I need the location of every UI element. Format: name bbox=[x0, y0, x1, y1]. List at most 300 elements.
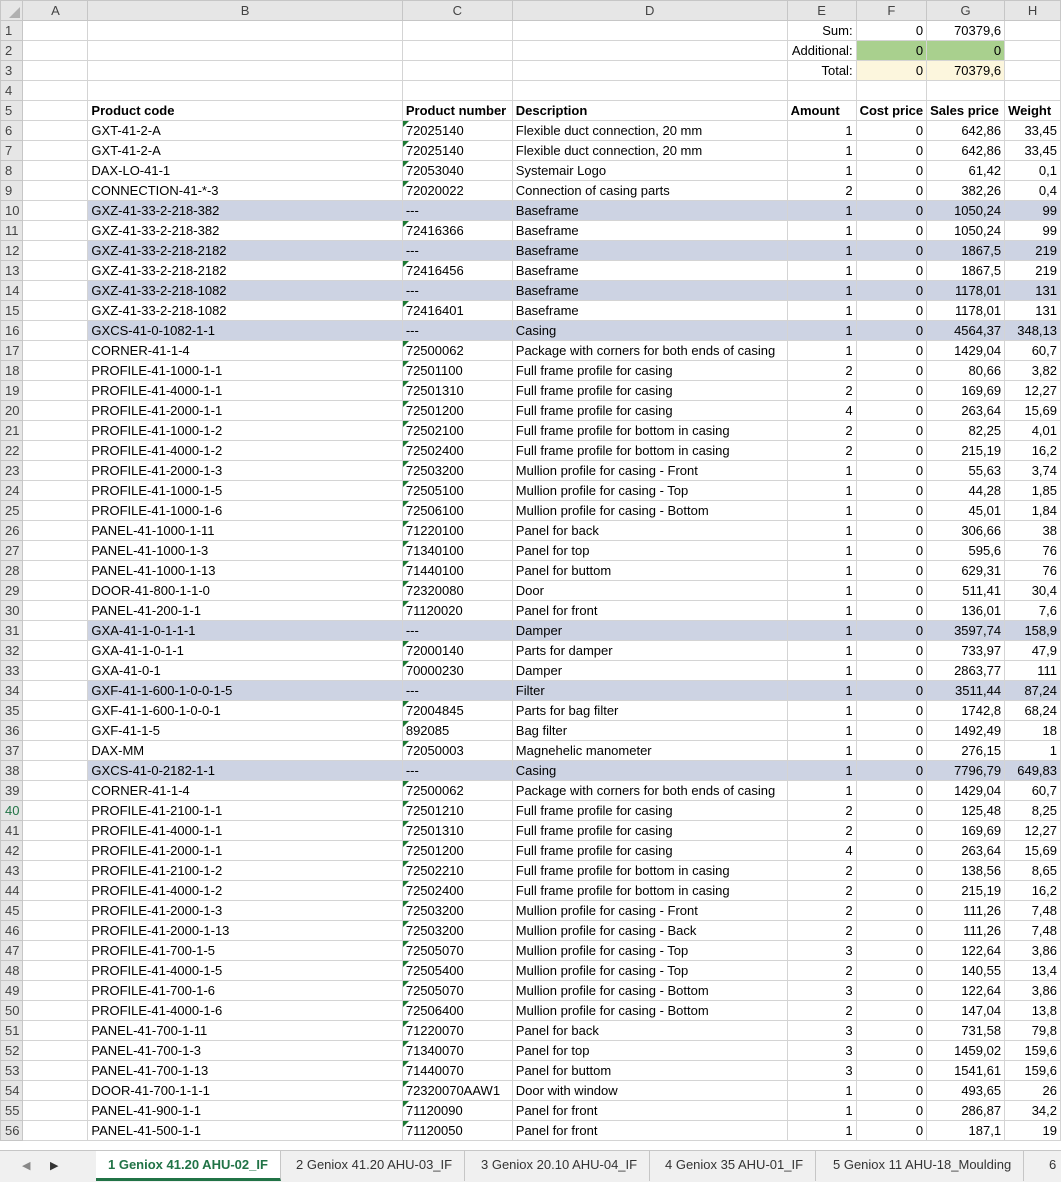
cell[interactable] bbox=[88, 21, 402, 41]
product-code-cell[interactable]: GXCS-41-0-2182-1-1 bbox=[88, 761, 402, 781]
description-cell[interactable]: Baseframe bbox=[512, 301, 787, 321]
row-header[interactable]: 56 bbox=[1, 1121, 23, 1141]
cost-price-cell[interactable]: 0 bbox=[856, 921, 927, 941]
product-code-cell[interactable]: PROFILE-41-2000-1-1 bbox=[88, 401, 402, 421]
description-cell[interactable]: Door with window bbox=[512, 1081, 787, 1101]
amount-cell[interactable]: 1 bbox=[787, 541, 856, 561]
product-code-cell[interactable]: DOOR-41-800-1-1-0 bbox=[88, 581, 402, 601]
sales-price-cell[interactable]: 111,26 bbox=[927, 901, 1005, 921]
sales-price-cell[interactable]: 1178,01 bbox=[927, 301, 1005, 321]
row-header[interactable]: 23 bbox=[1, 461, 23, 481]
sales-price-cell[interactable]: 382,26 bbox=[927, 181, 1005, 201]
row-header[interactable]: 32 bbox=[1, 641, 23, 661]
row-header[interactable]: 3 bbox=[1, 61, 23, 81]
description-cell[interactable]: Mullion profile for casing - Front bbox=[512, 901, 787, 921]
row-header[interactable]: 21 bbox=[1, 421, 23, 441]
product-number-cell[interactable]: 892085 bbox=[402, 721, 512, 741]
product-number-cell[interactable]: 72503200 bbox=[402, 901, 512, 921]
product-code-cell[interactable]: DAX-LO-41-1 bbox=[88, 161, 402, 181]
cost-price-cell[interactable]: 0 bbox=[856, 341, 927, 361]
product-code-cell[interactable]: GXZ-41-33-2-218-382 bbox=[88, 201, 402, 221]
description-cell[interactable]: Panel for buttom bbox=[512, 561, 787, 581]
row-header[interactable]: 10 bbox=[1, 201, 23, 221]
product-number-cell[interactable]: 72501200 bbox=[402, 841, 512, 861]
description-cell[interactable]: Panel for back bbox=[512, 1021, 787, 1041]
cell[interactable] bbox=[23, 341, 88, 361]
amount-cell[interactable]: 1 bbox=[787, 141, 856, 161]
product-code-cell[interactable]: PROFILE-41-700-1-5 bbox=[88, 941, 402, 961]
product-number-cell[interactable]: 72501310 bbox=[402, 381, 512, 401]
sales-price-cell[interactable]: 1541,61 bbox=[927, 1061, 1005, 1081]
amount-cell[interactable]: 1 bbox=[787, 701, 856, 721]
weight-cell[interactable]: 18 bbox=[1005, 721, 1061, 741]
row-header[interactable]: 53 bbox=[1, 1061, 23, 1081]
row-header[interactable]: 46 bbox=[1, 921, 23, 941]
description-cell[interactable]: Panel for front bbox=[512, 1101, 787, 1121]
row-header[interactable]: 34 bbox=[1, 681, 23, 701]
sheet-tab-3[interactable]: 3 Geniox 20.10 AHU-04_IF bbox=[469, 1151, 650, 1181]
weight-cell[interactable]: 47,9 bbox=[1005, 641, 1061, 661]
sales-price-cell[interactable]: 306,66 bbox=[927, 521, 1005, 541]
weight-cell[interactable]: 8,25 bbox=[1005, 801, 1061, 821]
row-header[interactable]: 31 bbox=[1, 621, 23, 641]
row-header[interactable]: 17 bbox=[1, 341, 23, 361]
amount-cell[interactable]: 1 bbox=[787, 481, 856, 501]
description-cell[interactable]: Full frame profile for bottom in casing bbox=[512, 421, 787, 441]
cell[interactable] bbox=[402, 21, 512, 41]
cell[interactable] bbox=[23, 681, 88, 701]
amount-cell[interactable]: 2 bbox=[787, 921, 856, 941]
weight-cell[interactable]: 159,6 bbox=[1005, 1061, 1061, 1081]
cost-price-cell[interactable]: 0 bbox=[856, 1001, 927, 1021]
header-weight[interactable]: Weight bbox=[1005, 101, 1061, 121]
column-header-d[interactable]: D bbox=[512, 1, 787, 21]
description-cell[interactable]: Panel for top bbox=[512, 1041, 787, 1061]
product-number-cell[interactable]: 72320070AAW1 bbox=[402, 1081, 512, 1101]
cost-price-cell[interactable]: 0 bbox=[856, 321, 927, 341]
amount-cell[interactable]: 1 bbox=[787, 601, 856, 621]
total-cost-value[interactable]: 0 bbox=[856, 61, 927, 81]
amount-cell[interactable]: 1 bbox=[787, 521, 856, 541]
sales-price-cell[interactable]: 511,41 bbox=[927, 581, 1005, 601]
cell[interactable] bbox=[23, 241, 88, 261]
cell[interactable] bbox=[402, 41, 512, 61]
column-header-f[interactable]: F bbox=[856, 1, 927, 21]
cost-price-cell[interactable]: 0 bbox=[856, 561, 927, 581]
description-cell[interactable]: Package with corners for both ends of casing bbox=[512, 341, 787, 361]
weight-cell[interactable]: 15,69 bbox=[1005, 841, 1061, 861]
total-label[interactable]: Total: bbox=[787, 61, 856, 81]
cell[interactable] bbox=[23, 221, 88, 241]
cell[interactable] bbox=[23, 461, 88, 481]
product-number-cell[interactable]: 72502100 bbox=[402, 421, 512, 441]
product-code-cell[interactable]: PROFILE-41-1000-1-6 bbox=[88, 501, 402, 521]
product-code-cell[interactable]: PROFILE-41-1000-1-2 bbox=[88, 421, 402, 441]
row-header[interactable]: 52 bbox=[1, 1041, 23, 1061]
product-number-cell[interactable]: 71440070 bbox=[402, 1061, 512, 1081]
cost-price-cell[interactable]: 0 bbox=[856, 361, 927, 381]
cost-price-cell[interactable]: 0 bbox=[856, 761, 927, 781]
cell[interactable] bbox=[23, 1061, 88, 1081]
column-header-e[interactable]: E bbox=[787, 1, 856, 21]
cell[interactable] bbox=[23, 301, 88, 321]
weight-cell[interactable]: 99 bbox=[1005, 201, 1061, 221]
product-code-cell[interactable]: GXF-41-1-600-1-0-0-1 bbox=[88, 701, 402, 721]
sales-price-cell[interactable]: 1050,24 bbox=[927, 221, 1005, 241]
product-number-cell[interactable]: 72502210 bbox=[402, 861, 512, 881]
cost-price-cell[interactable]: 0 bbox=[856, 1081, 927, 1101]
row-header[interactable]: 15 bbox=[1, 301, 23, 321]
product-code-cell[interactable]: PROFILE-41-2100-1-2 bbox=[88, 861, 402, 881]
row-header[interactable]: 22 bbox=[1, 441, 23, 461]
product-code-cell[interactable]: CONNECTION-41-*-3 bbox=[88, 181, 402, 201]
sales-price-cell[interactable]: 1178,01 bbox=[927, 281, 1005, 301]
cost-price-cell[interactable]: 0 bbox=[856, 441, 927, 461]
amount-cell[interactable]: 1 bbox=[787, 301, 856, 321]
description-cell[interactable]: Mullion profile for casing - Top bbox=[512, 961, 787, 981]
product-number-cell[interactable]: 72416366 bbox=[402, 221, 512, 241]
cell[interactable] bbox=[927, 81, 1005, 101]
product-number-cell[interactable]: 71220100 bbox=[402, 521, 512, 541]
product-number-cell[interactable]: 72505400 bbox=[402, 961, 512, 981]
weight-cell[interactable]: 158,9 bbox=[1005, 621, 1061, 641]
amount-cell[interactable]: 3 bbox=[787, 1021, 856, 1041]
description-cell[interactable]: Door bbox=[512, 581, 787, 601]
cost-price-cell[interactable]: 0 bbox=[856, 881, 927, 901]
cost-price-cell[interactable]: 0 bbox=[856, 601, 927, 621]
row-header[interactable]: 36 bbox=[1, 721, 23, 741]
sales-price-cell[interactable]: 1429,04 bbox=[927, 341, 1005, 361]
product-code-cell[interactable]: GXCS-41-0-1082-1-1 bbox=[88, 321, 402, 341]
weight-cell[interactable]: 3,86 bbox=[1005, 941, 1061, 961]
amount-cell[interactable]: 1 bbox=[787, 1101, 856, 1121]
product-number-cell[interactable]: 71440100 bbox=[402, 561, 512, 581]
cell[interactable] bbox=[23, 281, 88, 301]
product-code-cell[interactable]: PANEL-41-900-1-1 bbox=[88, 1101, 402, 1121]
row-header[interactable]: 26 bbox=[1, 521, 23, 541]
sales-price-cell[interactable]: 169,69 bbox=[927, 381, 1005, 401]
amount-cell[interactable]: 3 bbox=[787, 1041, 856, 1061]
amount-cell[interactable]: 2 bbox=[787, 881, 856, 901]
cell[interactable] bbox=[23, 81, 88, 101]
product-number-cell[interactable]: --- bbox=[402, 321, 512, 341]
amount-cell[interactable]: 1 bbox=[787, 721, 856, 741]
description-cell[interactable]: Full frame profile for bottom in casing bbox=[512, 861, 787, 881]
sales-price-cell[interactable]: 187,1 bbox=[927, 1121, 1005, 1141]
product-number-cell[interactable]: 72505070 bbox=[402, 941, 512, 961]
product-number-cell[interactable]: 71220070 bbox=[402, 1021, 512, 1041]
weight-cell[interactable]: 219 bbox=[1005, 261, 1061, 281]
sales-price-cell[interactable]: 1492,49 bbox=[927, 721, 1005, 741]
sales-price-cell[interactable]: 1429,04 bbox=[927, 781, 1005, 801]
cost-price-cell[interactable]: 0 bbox=[856, 981, 927, 1001]
cell[interactable] bbox=[787, 81, 856, 101]
weight-cell[interactable]: 219 bbox=[1005, 241, 1061, 261]
product-code-cell[interactable]: GXA-41-1-0-1-1-1 bbox=[88, 621, 402, 641]
product-number-cell[interactable]: --- bbox=[402, 681, 512, 701]
amount-cell[interactable]: 1 bbox=[787, 261, 856, 281]
amount-cell[interactable]: 2 bbox=[787, 821, 856, 841]
product-code-cell[interactable]: PANEL-41-1000-1-13 bbox=[88, 561, 402, 581]
cost-price-cell[interactable]: 0 bbox=[856, 301, 927, 321]
sheet-tab-1[interactable]: 1 Geniox 41.20 AHU-02_IF bbox=[96, 1151, 281, 1181]
column-header-h[interactable]: H bbox=[1005, 1, 1061, 21]
product-number-cell[interactable]: --- bbox=[402, 241, 512, 261]
cell[interactable] bbox=[23, 261, 88, 281]
cell[interactable] bbox=[23, 861, 88, 881]
product-number-cell[interactable]: 72505070 bbox=[402, 981, 512, 1001]
product-number-cell[interactable]: 72053040 bbox=[402, 161, 512, 181]
product-code-cell[interactable]: GXZ-41-33-2-218-2182 bbox=[88, 261, 402, 281]
row-header[interactable]: 9 bbox=[1, 181, 23, 201]
cell[interactable] bbox=[23, 201, 88, 221]
cell[interactable] bbox=[23, 21, 88, 41]
description-cell[interactable]: Mullion profile for casing - Bottom bbox=[512, 501, 787, 521]
amount-cell[interactable]: 2 bbox=[787, 181, 856, 201]
cost-price-cell[interactable]: 0 bbox=[856, 941, 927, 961]
cost-price-cell[interactable]: 0 bbox=[856, 401, 927, 421]
sales-price-cell[interactable]: 276,15 bbox=[927, 741, 1005, 761]
product-number-cell[interactable]: --- bbox=[402, 761, 512, 781]
row-header[interactable]: 42 bbox=[1, 841, 23, 861]
cost-price-cell[interactable]: 0 bbox=[856, 221, 927, 241]
amount-cell[interactable]: 1 bbox=[787, 461, 856, 481]
product-number-cell[interactable]: 72000140 bbox=[402, 641, 512, 661]
cell[interactable] bbox=[23, 521, 88, 541]
sales-price-cell[interactable]: 147,04 bbox=[927, 1001, 1005, 1021]
cell[interactable] bbox=[23, 721, 88, 741]
sales-price-cell[interactable]: 733,97 bbox=[927, 641, 1005, 661]
product-number-cell[interactable]: 72004845 bbox=[402, 701, 512, 721]
cell[interactable] bbox=[23, 641, 88, 661]
product-code-cell[interactable]: CORNER-41-1-4 bbox=[88, 781, 402, 801]
product-code-cell[interactable]: PROFILE-41-2000-1-3 bbox=[88, 461, 402, 481]
cell[interactable] bbox=[23, 161, 88, 181]
cost-price-cell[interactable]: 0 bbox=[856, 381, 927, 401]
cell[interactable] bbox=[23, 441, 88, 461]
weight-cell[interactable]: 79,8 bbox=[1005, 1021, 1061, 1041]
sales-price-cell[interactable]: 111,26 bbox=[927, 921, 1005, 941]
row-header[interactable]: 14 bbox=[1, 281, 23, 301]
weight-cell[interactable]: 131 bbox=[1005, 301, 1061, 321]
scroll-tabs-right-icon[interactable]: ▶ bbox=[50, 1160, 59, 1172]
sales-price-cell[interactable]: 4564,37 bbox=[927, 321, 1005, 341]
product-code-cell[interactable]: GXA-41-1-0-1-1 bbox=[88, 641, 402, 661]
product-number-cell[interactable]: 72025140 bbox=[402, 121, 512, 141]
cell[interactable] bbox=[856, 81, 927, 101]
amount-cell[interactable]: 1 bbox=[787, 201, 856, 221]
description-cell[interactable]: Full frame profile for casing bbox=[512, 801, 787, 821]
amount-cell[interactable]: 2 bbox=[787, 801, 856, 821]
row-header[interactable]: 12 bbox=[1, 241, 23, 261]
description-cell[interactable]: Parts for bag filter bbox=[512, 701, 787, 721]
cost-price-cell[interactable]: 0 bbox=[856, 741, 927, 761]
product-code-cell[interactable]: PANEL-41-1000-1-3 bbox=[88, 541, 402, 561]
product-code-cell[interactable]: GXF-41-1-5 bbox=[88, 721, 402, 741]
product-code-cell[interactable]: PANEL-41-200-1-1 bbox=[88, 601, 402, 621]
sales-price-cell[interactable]: 82,25 bbox=[927, 421, 1005, 441]
product-code-cell[interactable]: PANEL-41-700-1-3 bbox=[88, 1041, 402, 1061]
row-header[interactable]: 55 bbox=[1, 1101, 23, 1121]
product-code-cell[interactable]: GXT-41-2-A bbox=[88, 121, 402, 141]
cell[interactable] bbox=[23, 601, 88, 621]
cell[interactable] bbox=[512, 81, 787, 101]
product-code-cell[interactable]: DOOR-41-700-1-1-1 bbox=[88, 1081, 402, 1101]
cell[interactable] bbox=[23, 581, 88, 601]
column-header-a[interactable]: A bbox=[23, 1, 88, 21]
product-code-cell[interactable]: PANEL-41-700-1-13 bbox=[88, 1061, 402, 1081]
cell[interactable] bbox=[23, 1081, 88, 1101]
weight-cell[interactable]: 33,45 bbox=[1005, 121, 1061, 141]
weight-cell[interactable]: 1 bbox=[1005, 741, 1061, 761]
description-cell[interactable]: Panel for front bbox=[512, 601, 787, 621]
sales-price-cell[interactable]: 1050,24 bbox=[927, 201, 1005, 221]
row-header[interactable]: 30 bbox=[1, 601, 23, 621]
product-code-cell[interactable]: PROFILE-41-4000-1-2 bbox=[88, 441, 402, 461]
weight-cell[interactable]: 7,48 bbox=[1005, 921, 1061, 941]
amount-cell[interactable]: 1 bbox=[787, 561, 856, 581]
product-number-cell[interactable]: 72506400 bbox=[402, 1001, 512, 1021]
description-cell[interactable]: Baseframe bbox=[512, 261, 787, 281]
cost-price-cell[interactable]: 0 bbox=[856, 861, 927, 881]
product-number-cell[interactable]: 71120050 bbox=[402, 1121, 512, 1141]
column-header-g[interactable]: G bbox=[927, 1, 1005, 21]
product-number-cell[interactable]: 72506100 bbox=[402, 501, 512, 521]
description-cell[interactable]: Full frame profile for casing bbox=[512, 841, 787, 861]
row-header[interactable]: 37 bbox=[1, 741, 23, 761]
cell[interactable] bbox=[23, 401, 88, 421]
cost-price-cell[interactable]: 0 bbox=[856, 141, 927, 161]
cost-price-cell[interactable]: 0 bbox=[856, 681, 927, 701]
row-header[interactable]: 45 bbox=[1, 901, 23, 921]
sales-price-cell[interactable]: 61,42 bbox=[927, 161, 1005, 181]
product-code-cell[interactable]: PROFILE-41-4000-1-2 bbox=[88, 881, 402, 901]
description-cell[interactable]: Baseframe bbox=[512, 221, 787, 241]
amount-cell[interactable]: 2 bbox=[787, 901, 856, 921]
amount-cell[interactable]: 1 bbox=[787, 641, 856, 661]
description-cell[interactable]: Connection of casing parts bbox=[512, 181, 787, 201]
product-number-cell[interactable]: 72502400 bbox=[402, 881, 512, 901]
sales-price-cell[interactable]: 215,19 bbox=[927, 881, 1005, 901]
weight-cell[interactable]: 111 bbox=[1005, 661, 1061, 681]
cost-price-cell[interactable]: 0 bbox=[856, 581, 927, 601]
product-number-cell[interactable]: 72505100 bbox=[402, 481, 512, 501]
row-header[interactable]: 6 bbox=[1, 121, 23, 141]
row-header[interactable]: 8 bbox=[1, 161, 23, 181]
cost-price-cell[interactable]: 0 bbox=[856, 541, 927, 561]
cost-price-cell[interactable]: 0 bbox=[856, 521, 927, 541]
weight-cell[interactable]: 12,27 bbox=[1005, 381, 1061, 401]
description-cell[interactable]: Baseframe bbox=[512, 201, 787, 221]
cell[interactable] bbox=[23, 981, 88, 1001]
sum-sales-value[interactable]: 70379,6 bbox=[927, 21, 1005, 41]
row-header[interactable]: 16 bbox=[1, 321, 23, 341]
sales-price-cell[interactable]: 629,31 bbox=[927, 561, 1005, 581]
sales-price-cell[interactable]: 7796,79 bbox=[927, 761, 1005, 781]
cell[interactable] bbox=[23, 541, 88, 561]
cell[interactable] bbox=[23, 821, 88, 841]
sales-price-cell[interactable]: 125,48 bbox=[927, 801, 1005, 821]
description-cell[interactable]: Full frame profile for casing bbox=[512, 381, 787, 401]
product-number-cell[interactable]: 72416401 bbox=[402, 301, 512, 321]
description-cell[interactable]: Bag filter bbox=[512, 721, 787, 741]
description-cell[interactable]: Systemair Logo bbox=[512, 161, 787, 181]
amount-cell[interactable]: 1 bbox=[787, 1121, 856, 1141]
cell[interactable] bbox=[23, 421, 88, 441]
cost-price-cell[interactable]: 0 bbox=[856, 641, 927, 661]
product-number-cell[interactable]: 72501210 bbox=[402, 801, 512, 821]
product-code-cell[interactable]: GXZ-41-33-2-218-1082 bbox=[88, 281, 402, 301]
product-number-cell[interactable]: 71340070 bbox=[402, 1041, 512, 1061]
weight-cell[interactable]: 19 bbox=[1005, 1121, 1061, 1141]
description-cell[interactable]: Full frame profile for bottom in casing bbox=[512, 881, 787, 901]
row-header[interactable]: 18 bbox=[1, 361, 23, 381]
row-header[interactable]: 29 bbox=[1, 581, 23, 601]
weight-cell[interactable]: 60,7 bbox=[1005, 781, 1061, 801]
cell[interactable] bbox=[23, 121, 88, 141]
cost-price-cell[interactable]: 0 bbox=[856, 801, 927, 821]
amount-cell[interactable]: 2 bbox=[787, 441, 856, 461]
cost-price-cell[interactable]: 0 bbox=[856, 461, 927, 481]
cost-price-cell[interactable]: 0 bbox=[856, 1121, 927, 1141]
product-number-cell[interactable]: 72503200 bbox=[402, 461, 512, 481]
description-cell[interactable]: Baseframe bbox=[512, 281, 787, 301]
description-cell[interactable]: Casing bbox=[512, 321, 787, 341]
product-number-cell[interactable]: 72416456 bbox=[402, 261, 512, 281]
product-number-cell[interactable]: 72320080 bbox=[402, 581, 512, 601]
description-cell[interactable]: Panel for top bbox=[512, 541, 787, 561]
cell[interactable] bbox=[23, 501, 88, 521]
cell[interactable] bbox=[23, 101, 88, 121]
row-header[interactable]: 39 bbox=[1, 781, 23, 801]
row-header[interactable]: 48 bbox=[1, 961, 23, 981]
cell[interactable] bbox=[402, 81, 512, 101]
cell[interactable] bbox=[23, 701, 88, 721]
cell[interactable] bbox=[23, 61, 88, 81]
row-header[interactable]: 13 bbox=[1, 261, 23, 281]
column-header-c[interactable]: C bbox=[402, 1, 512, 21]
amount-cell[interactable]: 2 bbox=[787, 361, 856, 381]
header-amount[interactable]: Amount bbox=[787, 101, 856, 121]
cost-price-cell[interactable]: 0 bbox=[856, 721, 927, 741]
cell[interactable] bbox=[23, 41, 88, 61]
product-number-cell[interactable]: 72503200 bbox=[402, 921, 512, 941]
cost-price-cell[interactable]: 0 bbox=[856, 281, 927, 301]
amount-cell[interactable]: 1 bbox=[787, 161, 856, 181]
description-cell[interactable]: Damper bbox=[512, 661, 787, 681]
cell[interactable] bbox=[23, 1121, 88, 1141]
cell[interactable] bbox=[23, 141, 88, 161]
product-code-cell[interactable]: PANEL-41-700-1-11 bbox=[88, 1021, 402, 1041]
cell[interactable] bbox=[23, 941, 88, 961]
row-header[interactable]: 24 bbox=[1, 481, 23, 501]
cell[interactable] bbox=[88, 61, 402, 81]
product-code-cell[interactable]: PROFILE-41-4000-1-1 bbox=[88, 821, 402, 841]
sheet-tab-2[interactable]: 2 Geniox 41.20 AHU-03_IF bbox=[284, 1151, 465, 1181]
amount-cell[interactable]: 1 bbox=[787, 281, 856, 301]
amount-cell[interactable]: 1 bbox=[787, 761, 856, 781]
cell[interactable] bbox=[23, 921, 88, 941]
cell[interactable] bbox=[23, 1101, 88, 1121]
cell[interactable] bbox=[23, 881, 88, 901]
product-number-cell[interactable]: 72020022 bbox=[402, 181, 512, 201]
cell[interactable] bbox=[88, 81, 402, 101]
description-cell[interactable]: Mullion profile for casing - Bottom bbox=[512, 1001, 787, 1021]
product-number-cell[interactable]: 72500062 bbox=[402, 781, 512, 801]
product-number-cell[interactable]: 71120020 bbox=[402, 601, 512, 621]
weight-cell[interactable]: 38 bbox=[1005, 521, 1061, 541]
product-number-cell[interactable]: 72500062 bbox=[402, 341, 512, 361]
